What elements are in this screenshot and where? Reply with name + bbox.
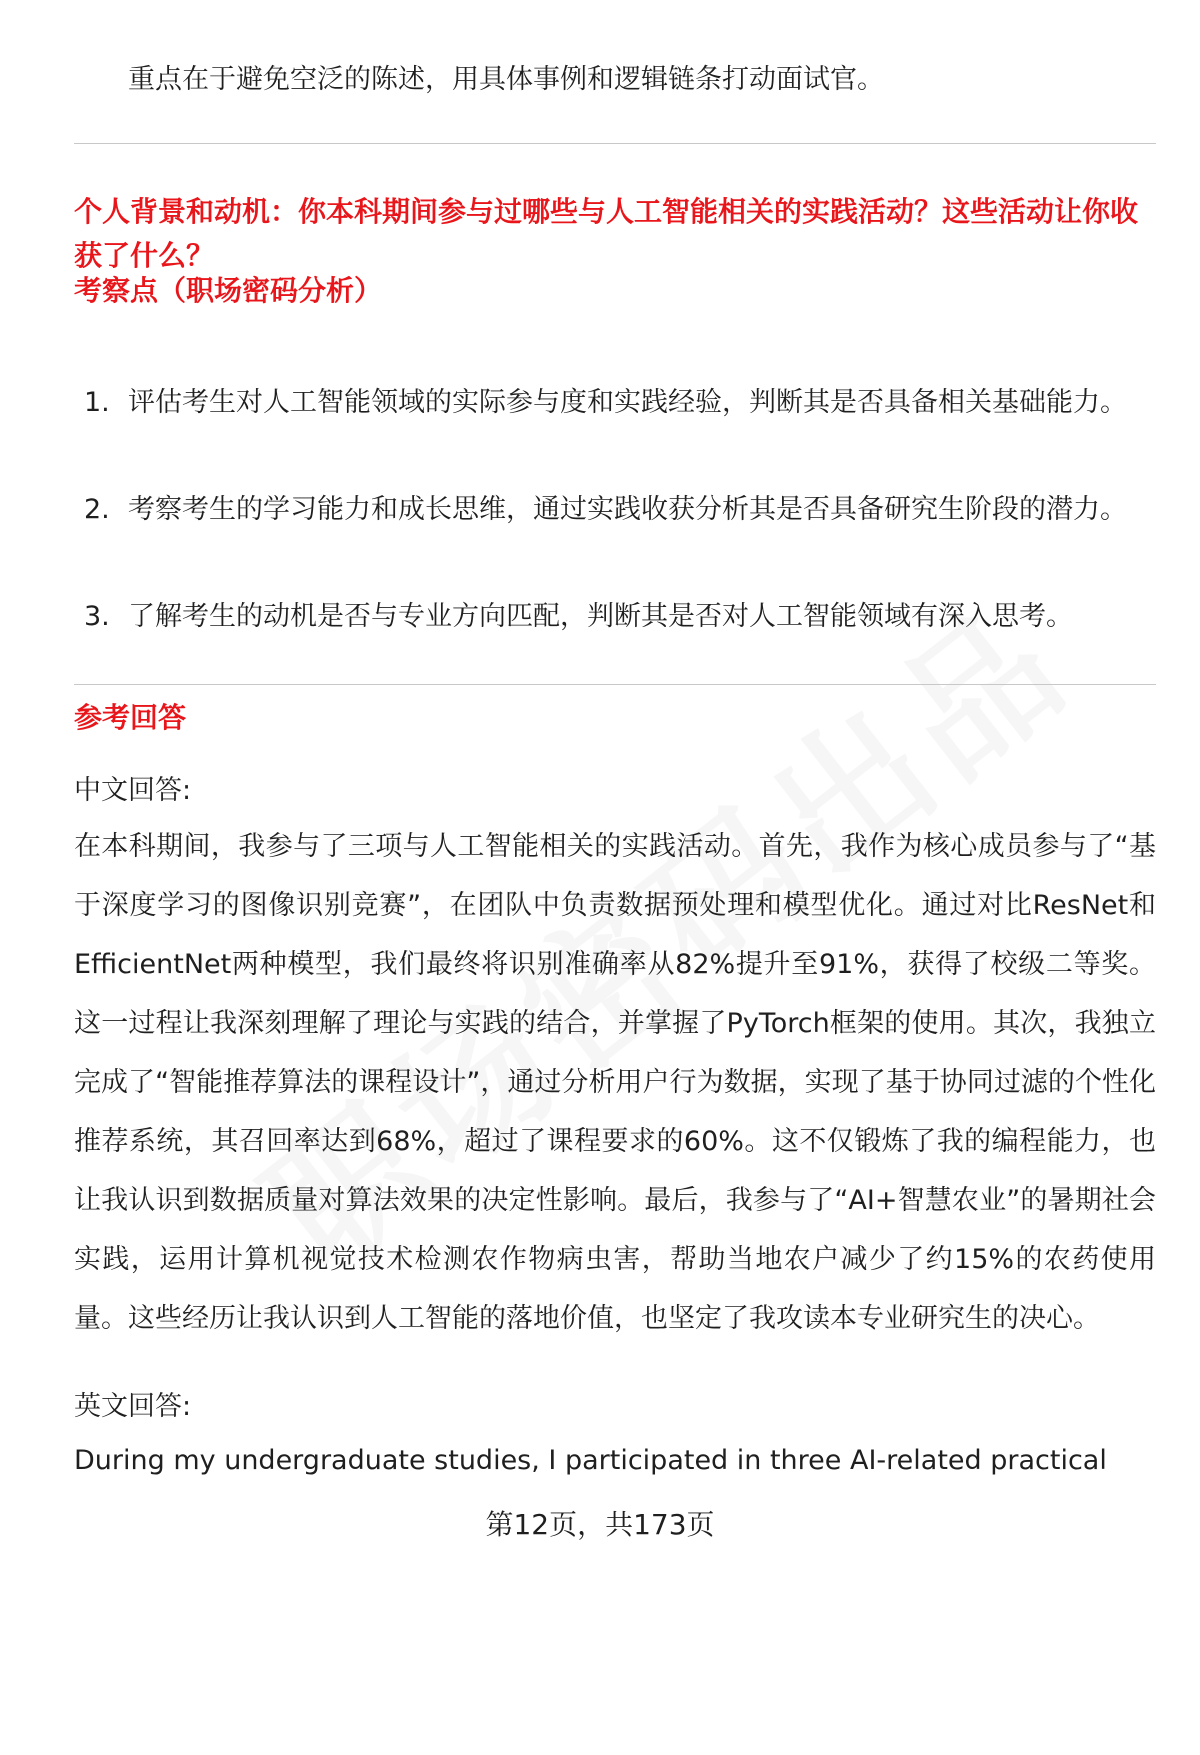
point-text: 考察考生的学习能力和成长思维，通过实践收获分析其是否具备研究生阶段的潜力。	[128, 494, 1127, 525]
cn-answer-label: 中文回答:	[74, 775, 192, 806]
point-text: 评估考生对人工智能领域的实际参与度和实践经验，判断其是否具备相关基础能力。	[128, 387, 1127, 418]
page-footer: 第12页，共173页	[485, 1508, 715, 1541]
analysis-points	[74, 373, 1156, 647]
en-answer-text: During my undergraduate studies, I participated in three AI-related practical	[74, 1445, 1107, 1476]
divider-middle	[74, 684, 1156, 685]
point-text: 了解考生的动机是否与专业方向匹配，判断其是否对人工智能领域有深入思考。	[128, 601, 1073, 632]
divider-top	[74, 143, 1156, 144]
analysis-point	[74, 373, 1156, 480]
en-answer-label: 英文回答:	[74, 1391, 192, 1422]
analysis-title: 考察点（职场密码分析）	[74, 274, 383, 307]
cn-answer-text: 在本科期间，我参与了三项与人工智能相关的实践活动。首先，我作为核心成员参与了“基于深度学习的图像识别竞赛”，在团队中负责数据预处理和模型优化。通过对比ResNet和EfficientNet两种模型，我们最终将识别准确率从82%提升至91%，获得了校级二等奖。这一过程让我深刻理解了理论与实践的结合，并掌握了PyTorch框架的使用。其次，我独立完成了“智能推荐算法的课程设计”，通过分析用户行为数据，实现了基于协同过滤的个性化推荐系统，其召回率达到68%，超过了课程要求的60%。这不仅锻炼了我的编程能力，也让我认识到数据质量对算法效果的决定性影响。最后，我参与了“AI+智慧农业”的暑期社会实践，运用计算机视觉技术检测农作物病虫害，帮助当地农户减少了约15%的农药使用量。这些经历让我认识到人工智能的落地价值，也坚定了我攻读本专业研究生的决心。	[74, 831, 1156, 1334]
analysis-point	[74, 480, 1156, 587]
point-number: 3.	[84, 601, 110, 632]
point-number: 1.	[84, 387, 110, 418]
question-heading: 个人背景和动机：你本科期间参与过哪些与人工智能相关的实践活动？这些活动让你收获了什么？	[74, 195, 1139, 272]
reference-title: 参考回答	[74, 701, 187, 734]
intro-text: 重点在于避免空泛的陈述，用具体事例和逻辑链条打动面试官。	[128, 64, 884, 95]
analysis-point	[74, 587, 1156, 647]
point-number: 2.	[84, 494, 110, 525]
